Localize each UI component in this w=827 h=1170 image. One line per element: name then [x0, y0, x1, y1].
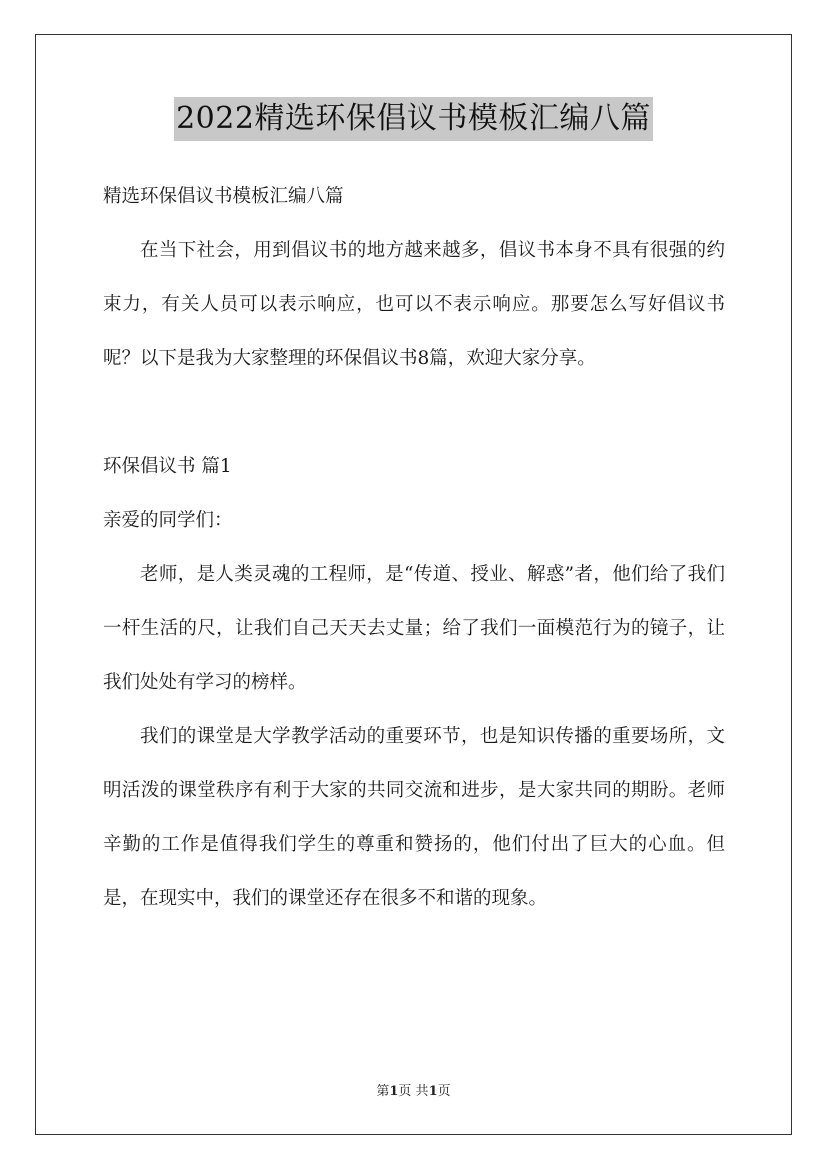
footer-page-total: 1	[428, 1084, 438, 1099]
footer-page-current: 1	[389, 1084, 399, 1099]
document-subtitle: 精选环保倡议书模板汇编八篇	[103, 186, 344, 207]
body-paragraph: 老师，是人类灵魂的工程师，是“传道、授业、解惑”者，他们给了我们一杆生活的尺，让我们自己天天去丈量；给了我们一面模范行为的镜子，让我们处处有学习的榜样。	[103, 564, 725, 693]
section-spacer	[103, 386, 725, 440]
footer-page-prefix: 第	[376, 1084, 390, 1099]
section-heading: 环保倡议书 篇1	[103, 456, 232, 477]
intro-paragraph: 在当下社会，用到倡议书的地方越来越多，倡议书本身不具有很强的约束力，有关人员可以表示响应，也可以不表示响应。那要怎么写好倡议书呢？以下是我为大家整理的环保倡议书8篇，欢迎大家分享。	[103, 240, 725, 369]
document-body	[103, 170, 725, 926]
document-title: 2022精选环保倡议书模板汇编八篇	[174, 97, 653, 141]
footer-page-suffix: 页	[437, 1084, 451, 1099]
page-footer	[0, 1082, 827, 1102]
body-paragraph: 我们的课堂是大学教学活动的重要环节，也是知识传播的重要场所，文明活泼的课堂秩序有利于大家的共同交流和进步，是大家共同的期盼。老师辛勤的工作是值得我们学生的尊重和赞扬的，他们付出了巨大的心血。但是，在现实中，我们的课堂还存在很多不和谐的现象。	[103, 726, 725, 909]
footer-page-mid: 页 共	[398, 1084, 429, 1099]
salutation: 亲爱的同学们：	[103, 510, 233, 531]
title-container	[0, 97, 827, 141]
